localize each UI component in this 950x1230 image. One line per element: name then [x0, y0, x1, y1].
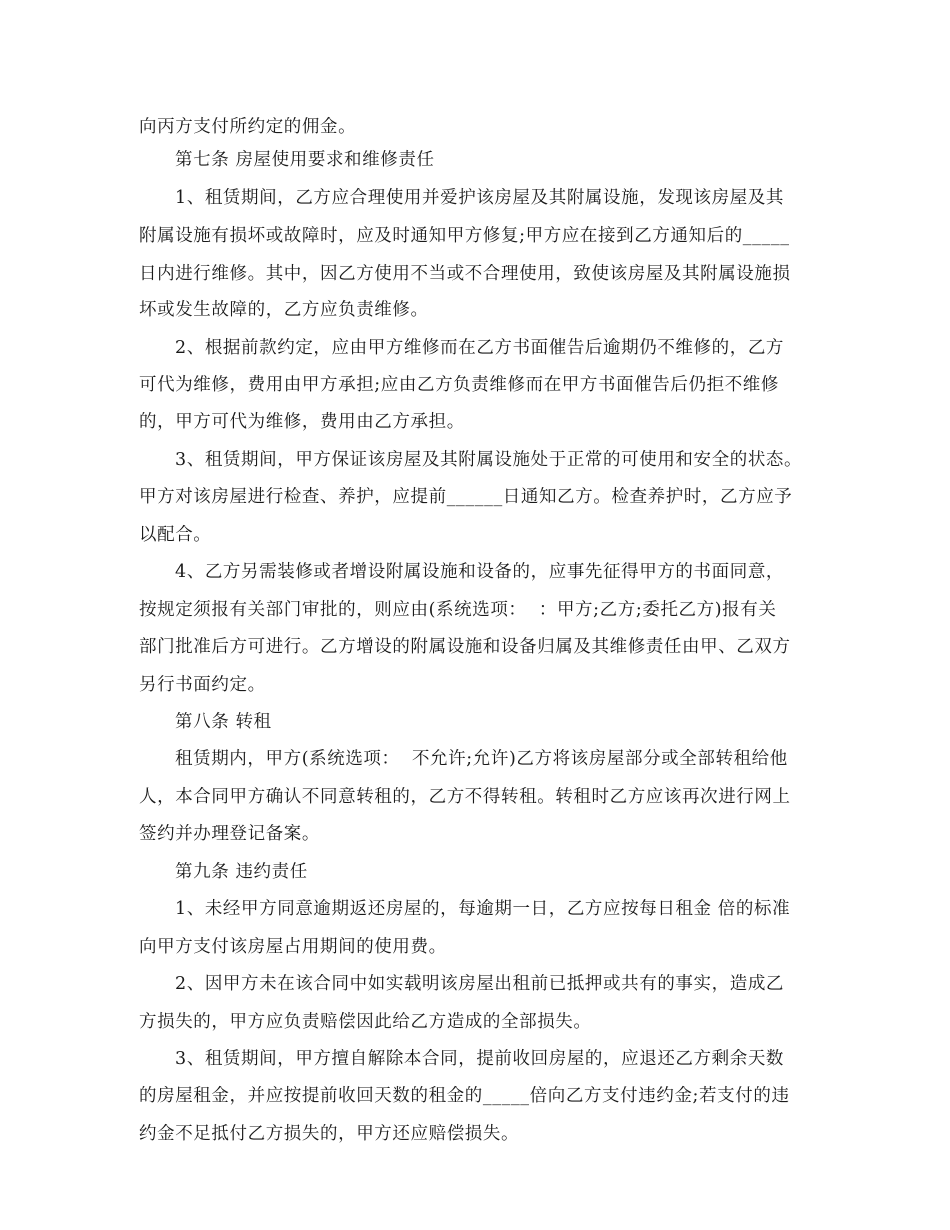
- text-line: 甲方对该房屋进行检查、养护，应提前______日通知乙方。检查养护时，乙方应予: [139, 487, 793, 507]
- text-line: 约金不足抵付乙方损失的，甲方还应赔偿损失。: [139, 1124, 520, 1144]
- text-line: 的，甲方可代为维修，费用由乙方承担。: [139, 412, 465, 432]
- text-line: 坏或发生故障的，乙方应负责维修。: [139, 300, 429, 320]
- text-line: 的房屋租金，并应按提前收回天数的租金的_____倍向乙方支付违约金;若支付的违: [139, 1086, 790, 1106]
- text-line: 附属设施有损坏或故障时，应及时通知甲方修复;甲方应在接到乙方通知后的_____: [139, 226, 790, 246]
- text-line: 方损失的，甲方应负责赔偿因此给乙方造成的全部损失。: [139, 1012, 592, 1032]
- text-line: 2、因甲方未在该合同中如实载明该房屋出租前已抵押或共有的事实，造成乙: [175, 974, 785, 994]
- text-line: 签约并办理登记备案。: [139, 824, 320, 844]
- article-heading-9: 第九条 违约责任: [175, 862, 308, 882]
- text-line: 部门批准后方可进行。乙方增设的附属设施和设备归属及其维修责任由甲、乙双方: [139, 637, 791, 657]
- text-line: 3、租赁期间，甲方保证该房屋及其附属设施处于正常的可使用和安全的状态。: [175, 450, 803, 470]
- text-line: 可代为维修，费用由甲方承担;应由乙方负责维修而在甲方书面催告后仍拒不维修: [139, 375, 779, 395]
- text-line: 日内进行维修。其中，因乙方使用不当或不合理使用，致使该房屋及其附属设施损: [139, 264, 791, 284]
- text-line: 人，本合同甲方确认不同意转租的，乙方不得转租。转租时乙方应该再次进行网上: [139, 787, 791, 807]
- text-line: 2、根据前款约定，应由甲方维修而在乙方书面催告后逾期仍不维修的，乙方: [175, 338, 785, 358]
- text-line: 4、乙方另需装修或者增设附属设施和设备的，应事先征得甲方的书面同意，: [175, 562, 785, 582]
- text-line: 1、未经甲方同意逾期返还房屋的，每逾期一日，乙方应按每日租金 倍的标准: [175, 899, 791, 919]
- article-heading-7: 第七条 房屋使用要求和维修责任: [175, 150, 435, 170]
- text-line: 租赁期内，甲方(系统选项： 不允许;允许)乙方将该房屋部分或全部转租给他: [175, 749, 788, 769]
- article-heading-8: 第八条 转租: [175, 712, 272, 732]
- text-line: 以配合。: [139, 525, 212, 545]
- text-line: 按规定须报有关部门审批的，则应由(系统选项： ：甲方;乙方;委托乙方)报有关: [139, 600, 777, 620]
- text-line: 1、租赁期间，乙方应合理使用并爱护该房屋及其附属设施，发现该房屋及其: [175, 188, 785, 208]
- text-line: 向丙方支付所约定的佣金。: [139, 117, 357, 137]
- text-line: 向甲方支付该房屋占用期间的使用费。: [139, 937, 447, 957]
- text-line: 3、租赁期间，甲方擅自解除本合同，提前收回房屋的，应退还乙方剩余天数: [175, 1049, 785, 1069]
- text-line: 另行书面约定。: [139, 675, 266, 695]
